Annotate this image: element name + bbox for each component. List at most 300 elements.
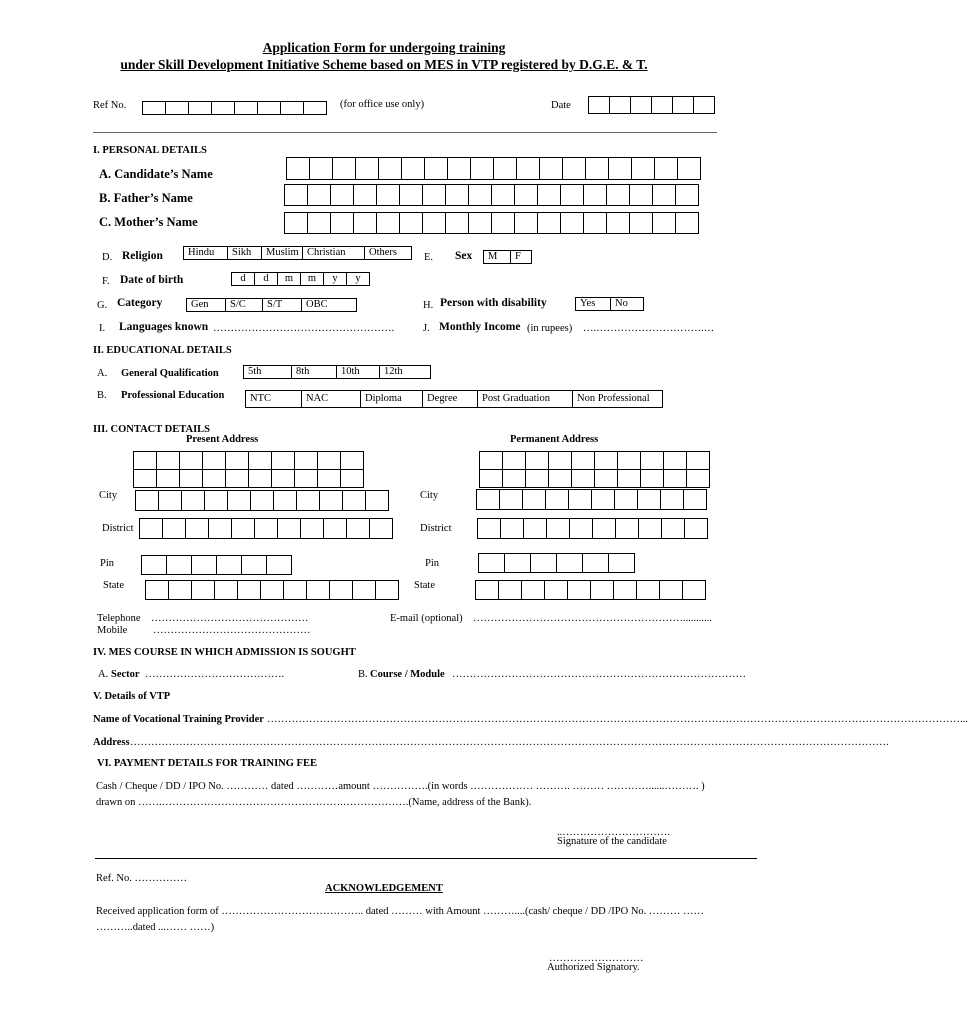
mother-name-boxes[interactable] — [284, 212, 699, 234]
office-use-note: (for office use only) — [340, 99, 425, 110]
input-box[interactable] — [677, 157, 701, 180]
input-box[interactable] — [560, 184, 584, 206]
input-box[interactable] — [582, 553, 609, 573]
languages-letter: I. — [99, 323, 106, 334]
input-box[interactable] — [544, 580, 568, 600]
input-box[interactable] — [592, 518, 616, 539]
candidate-signature-field[interactable]: ..…………………………. — [557, 827, 670, 838]
personal-details-heading: I. PERSONAL DETAILS — [93, 145, 207, 156]
present-state-boxes[interactable] — [145, 580, 399, 600]
input-box[interactable] — [514, 184, 538, 206]
payment-heading: VI. PAYMENT DETAILS FOR TRAINING FEE — [97, 758, 317, 769]
input-box[interactable] — [280, 101, 304, 115]
input-box[interactable] — [525, 451, 549, 470]
input-box[interactable] — [376, 212, 400, 234]
input-box[interactable] — [675, 184, 699, 206]
input-box[interactable] — [378, 157, 402, 180]
input-box[interactable] — [241, 555, 267, 575]
input-box[interactable] — [652, 212, 676, 234]
input-box[interactable] — [271, 451, 295, 470]
input-box[interactable] — [499, 489, 523, 510]
input-box[interactable] — [294, 469, 318, 488]
form-title-line2: under Skill Development Initiative Scheme based on MES in VTP registered by D.G.E. & T. — [120, 57, 648, 72]
vtp-address-label: Address — [93, 737, 130, 748]
input-box[interactable] — [663, 469, 687, 488]
input-box[interactable] — [202, 469, 226, 488]
permanent-state-label: State — [414, 580, 435, 591]
input-box[interactable] — [369, 518, 393, 539]
sector-letter: A. — [98, 669, 109, 680]
present-pin-boxes[interactable] — [141, 555, 292, 575]
input-box[interactable] — [248, 451, 272, 470]
input-box[interactable] — [556, 553, 583, 573]
permanent-address-row1[interactable] — [479, 451, 710, 470]
option-box[interactable]: d — [254, 272, 278, 286]
income-label: Monthly Income — [439, 321, 521, 333]
input-box[interactable] — [477, 518, 501, 539]
input-box[interactable] — [422, 184, 446, 206]
input-box[interactable] — [530, 553, 557, 573]
input-box[interactable] — [594, 451, 618, 470]
input-box[interactable] — [498, 580, 522, 600]
date-label: Date — [551, 100, 571, 111]
input-box[interactable] — [682, 580, 706, 600]
option-box[interactable]: M — [483, 250, 511, 264]
candidate-name-boxes[interactable] — [286, 157, 701, 180]
input-box[interactable] — [300, 518, 324, 539]
input-box[interactable] — [493, 157, 517, 180]
input-box[interactable] — [617, 451, 641, 470]
input-box[interactable] — [672, 96, 694, 114]
disability-options[interactable] — [575, 297, 644, 311]
input-box[interactable] — [571, 469, 595, 488]
input-box[interactable] — [142, 101, 166, 115]
input-box[interactable] — [479, 451, 503, 470]
input-box[interactable] — [166, 555, 192, 575]
ack-heading: ACKNOWLEDGEMENT — [325, 883, 443, 894]
input-box[interactable] — [539, 157, 563, 180]
input-box[interactable] — [133, 451, 157, 470]
option-box[interactable]: Others — [364, 246, 412, 260]
input-box[interactable] — [266, 555, 292, 575]
input-box[interactable] — [468, 184, 492, 206]
input-box[interactable] — [585, 157, 609, 180]
input-box[interactable] — [181, 490, 205, 511]
permanent-address-label: Permanent Address — [510, 434, 599, 445]
input-box[interactable] — [569, 518, 593, 539]
ack-ref-no[interactable]: Ref. No. …………… — [96, 873, 187, 884]
input-box[interactable] — [686, 469, 710, 488]
input-box[interactable] — [500, 518, 524, 539]
input-box[interactable] — [630, 96, 652, 114]
option-box[interactable]: y — [346, 272, 370, 286]
option-box[interactable]: Yes — [575, 297, 611, 311]
contact-details-heading: III. CONTACT DETAILS — [93, 424, 210, 435]
input-box[interactable] — [594, 469, 618, 488]
date-boxes[interactable] — [588, 96, 715, 114]
option-box[interactable]: Non Professional — [572, 390, 663, 408]
telephone-field[interactable]: ……………………………………… — [151, 613, 309, 624]
input-box[interactable] — [638, 518, 662, 539]
input-box[interactable] — [476, 489, 500, 510]
category-options[interactable] — [186, 298, 357, 312]
authorized-signature-field[interactable]: ……………………… — [549, 953, 644, 964]
input-box[interactable] — [168, 580, 192, 600]
option-box[interactable]: y — [323, 272, 347, 286]
input-box[interactable] — [504, 553, 531, 573]
option-box[interactable]: NAC — [301, 390, 361, 408]
present-district-boxes[interactable] — [139, 518, 393, 539]
gq-options[interactable] — [243, 365, 431, 379]
permanent-district-boxes[interactable] — [477, 518, 708, 539]
input-box[interactable] — [659, 580, 683, 600]
input-box[interactable] — [640, 451, 664, 470]
input-box[interactable] — [145, 580, 169, 600]
input-box[interactable] — [330, 212, 354, 234]
present-state-label: State — [103, 580, 124, 591]
ack-line1[interactable]: Received application form of ………………………………….. dated ……… with Amount ………....(cash/ cheque / DD /IPO No. ……… …… — [96, 906, 705, 917]
input-box[interactable] — [340, 451, 364, 470]
input-box[interactable] — [548, 451, 572, 470]
payment-line1[interactable]: Cash / Cheque / DD / IPO No. ………… dated …………amount …………….(in words ……………… ………. ……… …………......………. ) — [96, 781, 705, 792]
option-box[interactable]: Degree — [422, 390, 478, 408]
candidate-signature-label: Signature of the candidate — [557, 836, 667, 847]
category-label: Category — [117, 297, 163, 309]
option-box[interactable]: 12th — [379, 365, 431, 379]
input-box[interactable] — [514, 212, 538, 234]
input-box[interactable] — [686, 451, 710, 470]
input-box[interactable] — [214, 580, 238, 600]
pe-options[interactable] — [245, 390, 663, 408]
input-box[interactable] — [521, 580, 545, 600]
religion-options[interactable] — [183, 246, 412, 260]
input-box[interactable] — [260, 580, 284, 600]
input-box[interactable] — [546, 518, 570, 539]
input-box[interactable] — [523, 518, 547, 539]
input-box[interactable] — [277, 518, 301, 539]
input-box[interactable] — [317, 469, 341, 488]
option-box[interactable]: 5th — [243, 365, 292, 379]
vtp-address-field[interactable]: ………………………………………………………………………………………………………………………………………………………………………………………………. — [130, 737, 889, 748]
input-box[interactable] — [615, 518, 639, 539]
input-box[interactable] — [422, 212, 446, 234]
input-box[interactable] — [640, 469, 664, 488]
course-letter: B. — [358, 669, 368, 680]
option-box[interactable]: No — [610, 297, 644, 311]
input-box[interactable] — [133, 469, 157, 488]
input-box[interactable] — [629, 184, 653, 206]
input-box[interactable] — [342, 490, 366, 511]
permanent-city-boxes[interactable] — [476, 489, 707, 510]
input-box[interactable] — [583, 212, 607, 234]
input-box[interactable] — [158, 490, 182, 511]
ref-no-label: Ref No. — [93, 100, 127, 111]
sector-label: Sector — [111, 669, 140, 680]
input-box[interactable] — [491, 184, 515, 206]
religion-letter: D. — [102, 252, 113, 263]
option-box[interactable]: m — [300, 272, 324, 286]
input-box[interactable] — [636, 580, 660, 600]
input-box[interactable] — [191, 580, 215, 600]
vtp-heading: V. Details of VTP — [93, 691, 171, 702]
input-box[interactable] — [330, 184, 354, 206]
input-box[interactable] — [613, 580, 637, 600]
input-box[interactable] — [660, 489, 684, 510]
input-box[interactable] — [637, 489, 661, 510]
ack-line2[interactable]: ………..dated ...…… ……) — [96, 922, 215, 933]
sector-field[interactable]: …………………………………. — [145, 669, 285, 680]
input-box[interactable] — [309, 157, 333, 180]
input-box[interactable] — [179, 469, 203, 488]
payment-line2[interactable]: drawn on …….…………………………………………….……………….(Name, address of the Bank). — [96, 797, 532, 808]
input-box[interactable] — [323, 518, 347, 539]
input-box[interactable] — [588, 96, 610, 114]
input-box[interactable] — [353, 212, 377, 234]
input-box[interactable] — [401, 157, 425, 180]
input-box[interactable] — [548, 469, 572, 488]
input-box[interactable] — [478, 553, 505, 573]
mobile-field[interactable]: ……………………………………… — [153, 625, 311, 636]
input-box[interactable] — [445, 184, 469, 206]
input-box[interactable] — [284, 212, 308, 234]
input-box[interactable] — [188, 101, 212, 115]
disability-label: Person with disability — [440, 297, 547, 309]
input-box[interactable] — [684, 518, 708, 539]
input-box[interactable] — [470, 157, 494, 180]
input-box[interactable] — [629, 212, 653, 234]
option-box[interactable]: 8th — [291, 365, 337, 379]
pe-label: Professional Education — [121, 390, 225, 401]
input-box[interactable] — [319, 490, 343, 511]
input-box[interactable] — [365, 490, 389, 511]
input-box[interactable] — [614, 489, 638, 510]
sex-letter: E. — [424, 252, 434, 263]
sex-label: Sex — [455, 250, 473, 262]
input-box[interactable] — [571, 451, 595, 470]
input-box[interactable] — [225, 451, 249, 470]
input-box[interactable] — [631, 157, 655, 180]
option-box[interactable]: S/C — [225, 298, 263, 312]
cut-line — [95, 858, 757, 859]
option-box[interactable]: m — [277, 272, 301, 286]
input-box[interactable] — [683, 489, 707, 510]
option-box[interactable]: F — [510, 250, 532, 264]
input-box[interactable] — [216, 555, 242, 575]
input-box[interactable] — [355, 157, 379, 180]
input-box[interactable] — [307, 212, 331, 234]
ref-no-boxes[interactable] — [142, 101, 327, 115]
input-box[interactable] — [479, 469, 503, 488]
input-box[interactable] — [375, 580, 399, 600]
input-box[interactable] — [273, 490, 297, 511]
sex-options[interactable] — [483, 250, 532, 264]
option-box[interactable]: d — [231, 272, 255, 286]
input-box[interactable] — [606, 212, 630, 234]
option-box[interactable]: Post Graduation — [477, 390, 573, 408]
father-name-boxes[interactable] — [284, 184, 699, 206]
option-box[interactable]: Sikh — [227, 246, 262, 260]
input-box[interactable] — [537, 212, 561, 234]
permanent-state-boxes[interactable] — [475, 580, 706, 600]
input-box[interactable] — [608, 157, 632, 180]
input-box[interactable] — [661, 518, 685, 539]
input-box[interactable] — [284, 184, 308, 206]
input-box[interactable] — [234, 101, 258, 115]
income-unit: (in rupees) — [527, 323, 573, 334]
input-box[interactable] — [306, 580, 330, 600]
input-box[interactable] — [185, 518, 209, 539]
input-box[interactable] — [141, 555, 167, 575]
input-box[interactable] — [399, 184, 423, 206]
father-name-label: B. Father’s Name — [99, 191, 193, 205]
input-box[interactable] — [162, 518, 186, 539]
present-address-row2[interactable] — [133, 469, 364, 488]
authorized-signatory-label: Authorized Signatory. — [547, 962, 640, 973]
course-field[interactable]: ………………………………………………………………………… — [452, 669, 746, 680]
input-box[interactable] — [583, 184, 607, 206]
gq-letter: A. — [97, 368, 108, 379]
input-box[interactable] — [307, 184, 331, 206]
input-box[interactable] — [237, 580, 261, 600]
option-box[interactable]: OBC — [301, 298, 357, 312]
input-box[interactable] — [296, 490, 320, 511]
input-box[interactable] — [568, 489, 592, 510]
languages-label: Languages known — [119, 321, 209, 333]
gq-label: General Qualification — [121, 368, 219, 379]
input-box[interactable] — [560, 212, 584, 234]
input-box[interactable] — [208, 518, 232, 539]
vtp-name-label: Name of Vocational Training Provider — [93, 714, 264, 725]
present-city-boxes[interactable] — [135, 490, 389, 511]
pe-letter: B. — [97, 390, 107, 401]
input-box[interactable] — [225, 469, 249, 488]
input-box[interactable] — [248, 469, 272, 488]
option-box[interactable]: Hindu — [183, 246, 228, 260]
input-box[interactable] — [663, 451, 687, 470]
input-box[interactable] — [202, 451, 226, 470]
input-box[interactable] — [286, 157, 310, 180]
telephone-label: Telephone — [97, 613, 141, 624]
input-box[interactable] — [156, 451, 180, 470]
input-box[interactable] — [675, 212, 699, 234]
income-field[interactable]: ….………………………….… — [583, 323, 715, 334]
permanent-pin-boxes[interactable] — [478, 553, 635, 573]
present-address-label: Present Address — [186, 434, 259, 445]
input-box[interactable] — [617, 469, 641, 488]
option-box[interactable]: Diploma — [360, 390, 423, 408]
input-box[interactable] — [191, 555, 217, 575]
candidate-name-label: A. Candidate’s Name — [99, 167, 213, 181]
input-box[interactable] — [254, 518, 278, 539]
mes-course-heading: IV. MES COURSE IN WHICH ADMISSION IS SOUGHT — [93, 647, 356, 658]
input-box[interactable] — [590, 580, 614, 600]
input-box[interactable] — [608, 553, 635, 573]
input-box[interactable] — [283, 580, 307, 600]
input-box[interactable] — [591, 489, 615, 510]
input-box[interactable] — [346, 518, 370, 539]
input-box[interactable] — [135, 490, 159, 511]
email-field[interactable]: ……………………………………………………........... — [473, 613, 712, 624]
input-box[interactable] — [352, 580, 376, 600]
present-city-label: City — [99, 490, 118, 501]
permanent-address-row2[interactable] — [479, 469, 710, 488]
input-box[interactable] — [502, 451, 526, 470]
input-box[interactable] — [303, 101, 327, 115]
languages-field[interactable]: ……………………………………………. — [213, 323, 395, 334]
divider — [93, 132, 717, 133]
input-box[interactable] — [468, 212, 492, 234]
input-box[interactable] — [250, 490, 274, 511]
option-box[interactable]: S/T — [262, 298, 302, 312]
input-box[interactable] — [516, 157, 540, 180]
option-box[interactable]: Muslim — [261, 246, 303, 260]
input-box[interactable] — [475, 580, 499, 600]
input-box[interactable] — [567, 580, 591, 600]
mother-name-label: C. Mother’s Name — [99, 215, 198, 229]
input-box[interactable] — [340, 469, 364, 488]
input-box[interactable] — [562, 157, 586, 180]
input-box[interactable] — [317, 451, 341, 470]
present-pin-label: Pin — [100, 558, 115, 569]
input-box[interactable] — [609, 96, 631, 114]
input-box[interactable] — [257, 101, 281, 115]
input-box[interactable] — [399, 212, 423, 234]
present-address-row1[interactable] — [133, 451, 364, 470]
input-box[interactable] — [652, 184, 676, 206]
input-box[interactable] — [651, 96, 673, 114]
input-box[interactable] — [179, 451, 203, 470]
input-box[interactable] — [654, 157, 678, 180]
input-box[interactable] — [502, 469, 526, 488]
input-box[interactable] — [204, 490, 228, 511]
input-box[interactable] — [231, 518, 255, 539]
input-box[interactable] — [447, 157, 471, 180]
input-box[interactable] — [606, 184, 630, 206]
permanent-city-label: City — [420, 490, 439, 501]
dob-boxes[interactable] — [231, 272, 370, 286]
input-box[interactable] — [271, 469, 295, 488]
input-box[interactable] — [491, 212, 515, 234]
input-box[interactable] — [139, 518, 163, 539]
input-box[interactable] — [525, 469, 549, 488]
input-box[interactable] — [424, 157, 448, 180]
input-box[interactable] — [537, 184, 561, 206]
income-letter: J. — [423, 323, 430, 334]
input-box[interactable] — [294, 451, 318, 470]
option-box[interactable]: NTC — [245, 390, 302, 408]
input-box[interactable] — [156, 469, 180, 488]
option-box[interactable]: 10th — [336, 365, 380, 379]
input-box[interactable] — [693, 96, 715, 114]
input-box[interactable] — [165, 101, 189, 115]
form-title-line1: Application Form for undergoing training — [262, 40, 506, 55]
input-box[interactable] — [376, 184, 400, 206]
option-box[interactable]: Gen — [186, 298, 226, 312]
input-box[interactable] — [353, 184, 377, 206]
input-box[interactable] — [227, 490, 251, 511]
input-box[interactable] — [211, 101, 235, 115]
input-box[interactable] — [545, 489, 569, 510]
vtp-name-field[interactable]: ………………………………………………………………………………………………………………………………………………………………………………... — [267, 714, 968, 725]
email-label: E-mail (optional) — [390, 613, 463, 624]
option-box[interactable]: Christian — [302, 246, 365, 260]
input-box[interactable] — [332, 157, 356, 180]
input-box[interactable] — [522, 489, 546, 510]
mobile-label: Mobile — [97, 625, 128, 636]
input-box[interactable] — [329, 580, 353, 600]
disability-letter: H. — [423, 300, 434, 311]
input-box[interactable] — [445, 212, 469, 234]
